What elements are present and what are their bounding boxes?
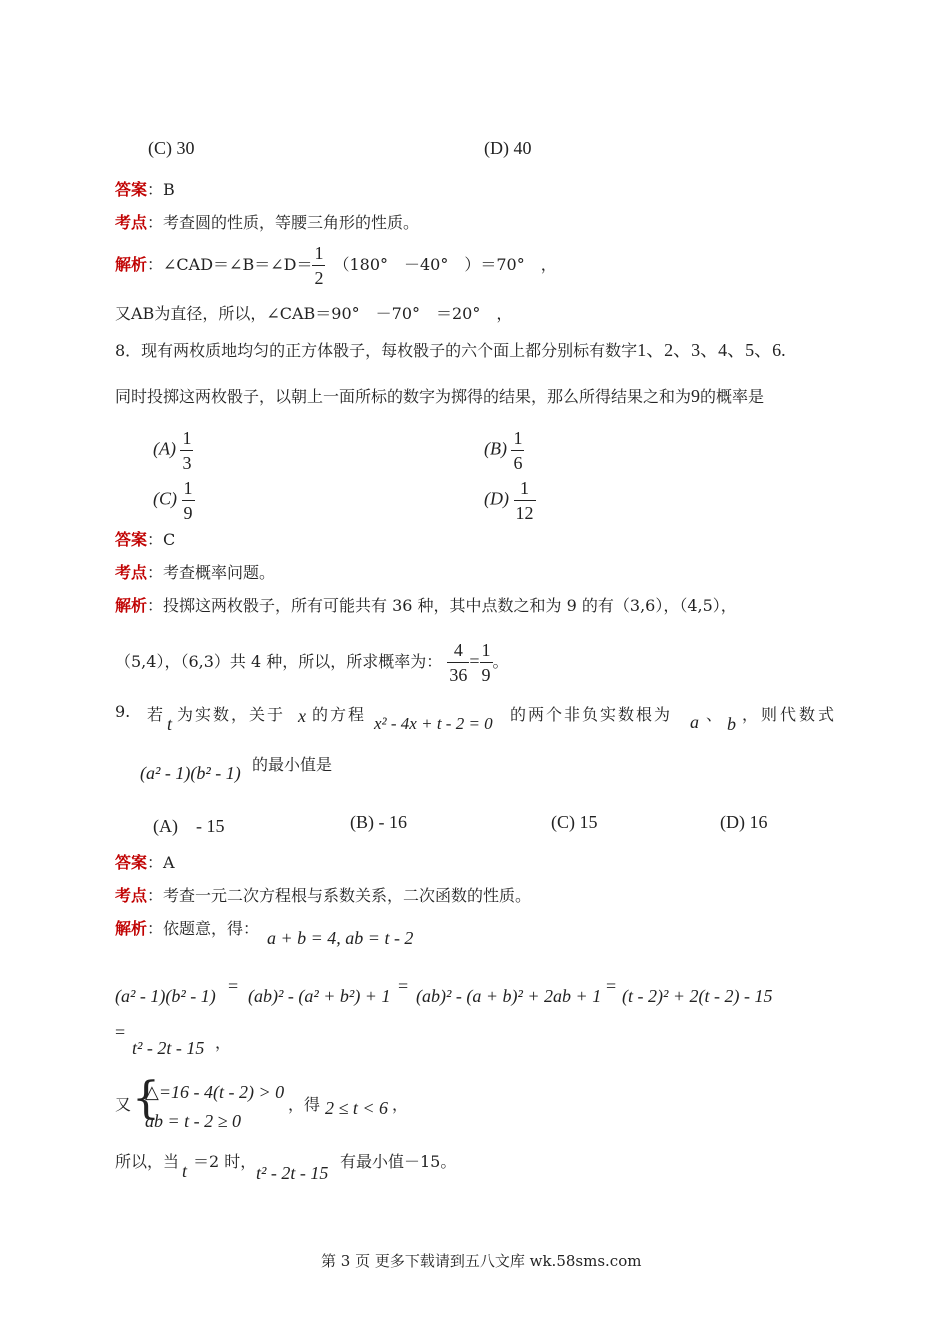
q9-option-a: (A) - 15 xyxy=(153,816,225,836)
q8-analysis-line2: （5,4），（6,3）共 4 种，所以，所求概率为： $\frac{4}{36}$ = $\frac{1}{9}$ 。 xyxy=(115,640,509,685)
answer-label: 答案 xyxy=(115,180,148,199)
q9-var-a: a xyxy=(690,712,699,732)
derivation-expr-2: (ab)² - (a² + b²) + 1 xyxy=(248,986,391,1006)
q7-point xyxy=(115,210,419,233)
conclusion-var-t: t xyxy=(182,1161,188,1181)
analysis-post: （180° －40° ）＝70° ， xyxy=(333,255,557,274)
page-footer: 第 3 页 更多下载请到五八文库 wk.58sms.com xyxy=(321,1252,642,1270)
q9-word-min: 的最小值是 xyxy=(252,755,333,774)
derivation-end: ， xyxy=(215,1033,232,1052)
q9-word-shishu: 为实数，关于 xyxy=(177,705,286,724)
answer-label: 答案 xyxy=(115,530,148,549)
range-end: ， xyxy=(392,1095,409,1114)
word-de: ，得 xyxy=(288,1095,321,1114)
derivation-expr-4: (t - 2)² + 2(t - 2) - 15 xyxy=(622,986,773,1006)
system-line-1: △=16 - 4(t - 2) > 0 xyxy=(145,1082,285,1102)
q9-word-dun: 、 xyxy=(706,705,723,724)
q8-answer xyxy=(115,527,175,550)
conclusion-text-c: 有最小值－15。 xyxy=(340,1152,457,1171)
conclusion-text-b: ＝2 时， xyxy=(193,1152,257,1171)
word-you: 又 xyxy=(115,1095,132,1114)
analysis-line2-text: （5,4），（6,3）共 4 种，所以，所求概率为： xyxy=(115,652,443,671)
point-text: ：考查圆的性质，等腰三角形的性质。 xyxy=(147,213,420,232)
q9-word-ruo: 若 xyxy=(147,705,164,724)
q8-stem-nine: 9 xyxy=(691,386,701,406)
derivation-eq-3: = xyxy=(606,976,617,996)
q9-expression: (a² - 1)(b² - 1) xyxy=(140,763,241,783)
system-line-2: ab = t - 2 ≥ 0 xyxy=(145,1111,242,1131)
q9-word-roots: 的两个非负实数根为 xyxy=(510,705,673,724)
q8-option-b: (B) $\frac{1}{6}$ xyxy=(484,428,523,473)
analysis-label: 解析 xyxy=(115,255,148,274)
q9-equation: x² - 4x + t - 2 = 0 xyxy=(374,714,493,733)
point-label: 考点 xyxy=(115,886,148,905)
analysis-text: ：依题意，得： xyxy=(147,919,260,938)
derivation-expr-3: (ab)² - (a + b)² + 2ab + 1 xyxy=(416,986,602,1006)
point-label: 考点 xyxy=(115,563,148,582)
q8-option-a: (A) $\frac{1}{3}$ xyxy=(153,428,192,473)
q9-number: 9. xyxy=(115,702,131,721)
analysis-text: ：投掷这两枚骰子，所有可能共有 36 种，其中点数之和为 9 的有（3,6），（4,5）， xyxy=(147,596,737,615)
q8-stem-text: 8．现有两枚质地均匀的正方体骰子，每枚骰子的六个面上都分别标有数字 xyxy=(115,341,638,360)
q9-word-fangcheng: 的方程 xyxy=(312,705,367,724)
q7-answer xyxy=(115,177,175,200)
q9-option-c: (C) 15 xyxy=(551,812,598,832)
derivation-eq-1: = xyxy=(228,976,239,996)
answer-label: 答案 xyxy=(115,853,148,872)
q8-stem-line2 xyxy=(115,384,764,407)
q7-analysis-line2: 又AB为直径，所以，∠CAB＝90° －70° ＝20° ， xyxy=(115,304,513,323)
q9-option-b: (B) - 16 xyxy=(350,812,407,832)
q8-analysis xyxy=(115,593,737,616)
conclusion-text-a: 所以，当 xyxy=(115,1152,180,1171)
q9-var-b: b xyxy=(727,714,736,734)
q9-analysis xyxy=(115,916,259,939)
left-brace-icon: { xyxy=(132,1073,160,1124)
q8-stem-text3: 的概率是 xyxy=(700,387,765,406)
point-text: ：考查一元二次方程根与系数关系，二次函数的性质。 xyxy=(147,886,532,905)
q8-option-d: (D) $\frac{1}{12}$ xyxy=(484,478,534,523)
fraction-1-9: $\frac{1}{9}$ xyxy=(481,640,491,685)
derivation-eq-2: = xyxy=(398,976,409,996)
answer-value: ：B xyxy=(147,180,175,199)
q9-answer xyxy=(115,850,175,873)
derivation-expr-5: t² - 2t - 15 xyxy=(132,1038,205,1058)
q8-option-c: (C) $\frac{1}{9}$ xyxy=(153,478,193,523)
point-text: ：考查概率问题。 xyxy=(147,563,276,582)
answer-value: ：C xyxy=(147,530,176,549)
q8-point xyxy=(115,560,275,583)
q8-stem-line1 xyxy=(115,336,786,362)
fraction: $\frac{1}{6}$ xyxy=(513,428,523,473)
analysis-label: 解析 xyxy=(115,596,148,615)
fraction-4-36: $\frac{4}{36}$ xyxy=(449,640,468,685)
q9-vieta: a + b = 4, ab = t - 2 xyxy=(267,928,414,948)
point-label: 考点 xyxy=(115,213,148,232)
q9-point xyxy=(115,883,531,906)
fraction: $\frac{1}{3}$ xyxy=(182,428,192,473)
derivation-eq-4: = xyxy=(115,1022,126,1042)
q9-option-d: (D) 16 xyxy=(720,812,768,832)
derivation-expr-1: (a² - 1)(b² - 1) xyxy=(115,986,216,1006)
q9-var-t: t xyxy=(167,714,173,734)
q9-var-x: x xyxy=(298,706,306,726)
fraction: $\frac{1}{12}$ xyxy=(515,478,534,523)
q9-word-then: ，则代数式 xyxy=(742,705,838,724)
range-expr: 2 ≤ t < 6 xyxy=(325,1098,389,1118)
conclusion-expr: t² - 2t - 15 xyxy=(256,1163,329,1183)
fraction: $\frac{1}{9}$ xyxy=(183,478,193,523)
fraction-half: $\frac{1}{2}$ xyxy=(314,243,324,288)
q8-stem-text2: 同时投掷这两枚骰子，以朝上一面所标的数字为掷得的结果，那么所得结果之和为 xyxy=(115,387,692,406)
analysis-label: 解析 xyxy=(115,919,148,938)
q7-option-c: (C) 30 xyxy=(148,138,195,158)
analysis-pre: ：∠CAD＝∠B＝∠D＝ xyxy=(147,255,313,274)
q8-stem-numbers: 1、2、3、4、5、6. xyxy=(637,340,786,360)
q7-option-d: (D) 40 xyxy=(484,138,532,158)
q7-analysis xyxy=(115,243,557,288)
answer-value: ：A xyxy=(147,853,175,872)
